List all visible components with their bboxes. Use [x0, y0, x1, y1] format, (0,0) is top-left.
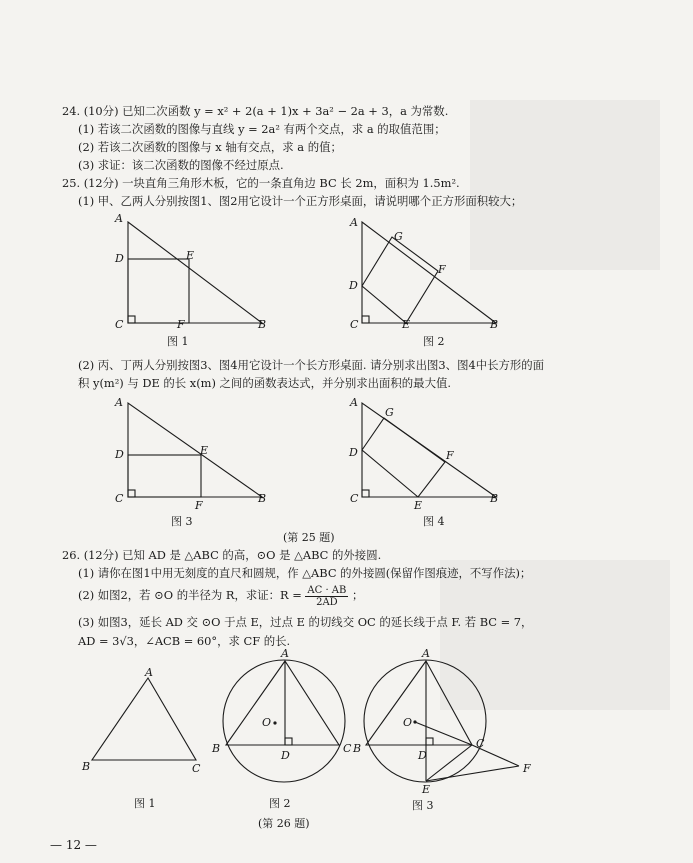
q24-part1: (1) 若该二次函数的图像与直线 y = 2a² 有两个交点，求 a 的取值范围； [78, 122, 446, 136]
fig3-label-C: C [115, 492, 124, 505]
q25-part1: (1) 甲、乙两人分别按图1、图2用它设计一个正方形桌面，请说明哪个正方形面积较大； [78, 194, 523, 208]
right-angle-mark [426, 738, 433, 745]
fig4-label-G: G [385, 406, 394, 419]
fig1-label-F: F [177, 318, 185, 331]
fig4-label-A: A [350, 396, 358, 409]
fig3-label-F: F [195, 499, 203, 512]
fig2-label-D: D [349, 279, 358, 292]
rectangle-cdef [128, 455, 201, 497]
q26-fig3-label-B: B [353, 742, 362, 755]
q26-fig1-label-C: C [192, 762, 201, 775]
right-angle-mark [362, 490, 369, 497]
q26-part1: (1) 请你在图1中用无刻度的直尺和圆规，作 △ABC 的外接圆(保留作图痕迹，不写作法)； [78, 566, 532, 580]
fig4-label-C: C [350, 492, 359, 505]
q26-fig3-label-D: D [418, 749, 427, 762]
fig3-label-B: B [258, 492, 267, 505]
triangle-abc [128, 222, 262, 323]
fig4-caption: 图 4 [423, 515, 445, 528]
q24-part3: (3) 求证：该二次函数的图像不经过原点. [78, 158, 284, 172]
q26-caption: (第 26 题) [258, 817, 310, 830]
fig2-label-B: B [490, 318, 499, 331]
triangle-abc [128, 403, 262, 497]
fig1-caption: 图 1 [167, 335, 189, 348]
q26-fig2-label-A: A [281, 647, 289, 660]
page-number: — 12 — [50, 838, 97, 852]
q26-fig3-caption: 图 3 [412, 799, 434, 812]
triangle-abc [226, 661, 339, 745]
q25-caption: (第 25 题) [283, 531, 335, 544]
right-angle-mark [362, 316, 369, 323]
fig3-label-A: A [115, 396, 123, 409]
q26-part2 [78, 583, 363, 608]
triangle-abc [92, 678, 196, 760]
fig2-caption: 图 2 [423, 335, 445, 348]
q26-fig1-caption: 图 1 [134, 797, 156, 810]
q26-fig2-label-O: O [262, 716, 272, 729]
q26-part3b: AD = 3√3，∠ACB = 60°，求 CF 的长. [78, 634, 291, 648]
circumcircle [223, 660, 345, 782]
fig1-label-E: E [186, 249, 195, 262]
fig2-label-F: F [438, 263, 446, 276]
triangle-abc [362, 403, 496, 497]
bleed-through [440, 560, 670, 710]
q26-fig1-label-A: A [145, 666, 153, 679]
radius-formula [305, 585, 348, 608]
right-angle-mark [128, 490, 135, 497]
center-o-dot [273, 721, 276, 724]
q25-part2a: (2) 丙、丁两人分别按图3、图4用它设计一个长方形桌面. 请分别求出图3、图4中长方形的面 [78, 358, 545, 372]
q26-part3a: (3) 如图3，延长 AD 交 ⊙O 于点 E，过点 E 的切线交 OC 的延长线于点 F. 若 BC = 7， [78, 615, 533, 629]
q26-fig2-caption: 图 2 [269, 797, 291, 810]
segment-oc [415, 722, 472, 745]
formula-denominator: 2AD [316, 596, 338, 608]
q26-fig3-label-A: A [422, 647, 430, 660]
fig3-label-E: E [200, 444, 209, 457]
fig3-label-D: D [115, 448, 124, 461]
bleed-through [470, 100, 660, 270]
tangent-ef [426, 766, 519, 781]
q24-title: 24. (10分) 已知二次函数 y = x² + 2(a + 1)x + 3a² − 2a + 3，a 为常数. [62, 104, 449, 118]
formula-numerator: AC · AB [307, 584, 347, 596]
square-cdef [128, 259, 189, 323]
q26-fig3-label-E: E [422, 783, 431, 796]
right-angle-mark [285, 738, 292, 745]
square-defg [362, 237, 438, 323]
q26-part2-text: (2) 如图2，若 ⊙O 的半径为 R，求证：R = [78, 588, 302, 602]
q26-fig2-label-C: C [343, 742, 352, 755]
q26-fig2-label-B: B [212, 742, 221, 755]
q26-part2-end: ； [352, 588, 364, 602]
q25-part2b: 积 y(m²) 与 DE 的长 x(m) 之间的函数表达式，并分别求出面积的最大值. [78, 376, 451, 390]
fig2-label-C: C [350, 318, 359, 331]
fig2-label-A: A [350, 216, 358, 229]
fig1-label-A: A [115, 212, 123, 225]
fig3-caption: 图 3 [171, 515, 193, 528]
q26-fig3-label-F: F [523, 762, 531, 775]
fig2-label-G: G [394, 230, 403, 243]
center-o-dot [413, 720, 416, 723]
right-angle-mark [128, 316, 135, 323]
rectangle-defg [362, 418, 445, 497]
fig1-label-C: C [115, 318, 124, 331]
q26-fig3-label-C: C [476, 737, 485, 750]
q26-fig1-label-B: B [82, 760, 91, 773]
fig4-label-B: B [490, 492, 499, 505]
segment-ce [426, 745, 472, 781]
fig4-label-D: D [349, 446, 358, 459]
q26-fig2-label-D: D [281, 749, 290, 762]
q26-fig3-label-O: O [403, 716, 413, 729]
q25-title: 25. (12分) 一块直角三角形木板，它的一条直角边 BC 长 2m，面积为 1.5m². [62, 176, 460, 190]
q24-part2: (2) 若该二次函数的图像与 x 轴有交点，求 a 的值； [78, 140, 342, 154]
fig1-label-B: B [258, 318, 267, 331]
fig4-label-E: E [414, 499, 423, 512]
fig4-label-F: F [446, 449, 454, 462]
q26-title: 26. (12分) 已知 AD 是 △ABC 的高，⊙O 是 △ABC 的外接圆. [62, 548, 382, 562]
fig2-label-E: E [402, 318, 411, 331]
fig1-label-D: D [115, 252, 124, 265]
